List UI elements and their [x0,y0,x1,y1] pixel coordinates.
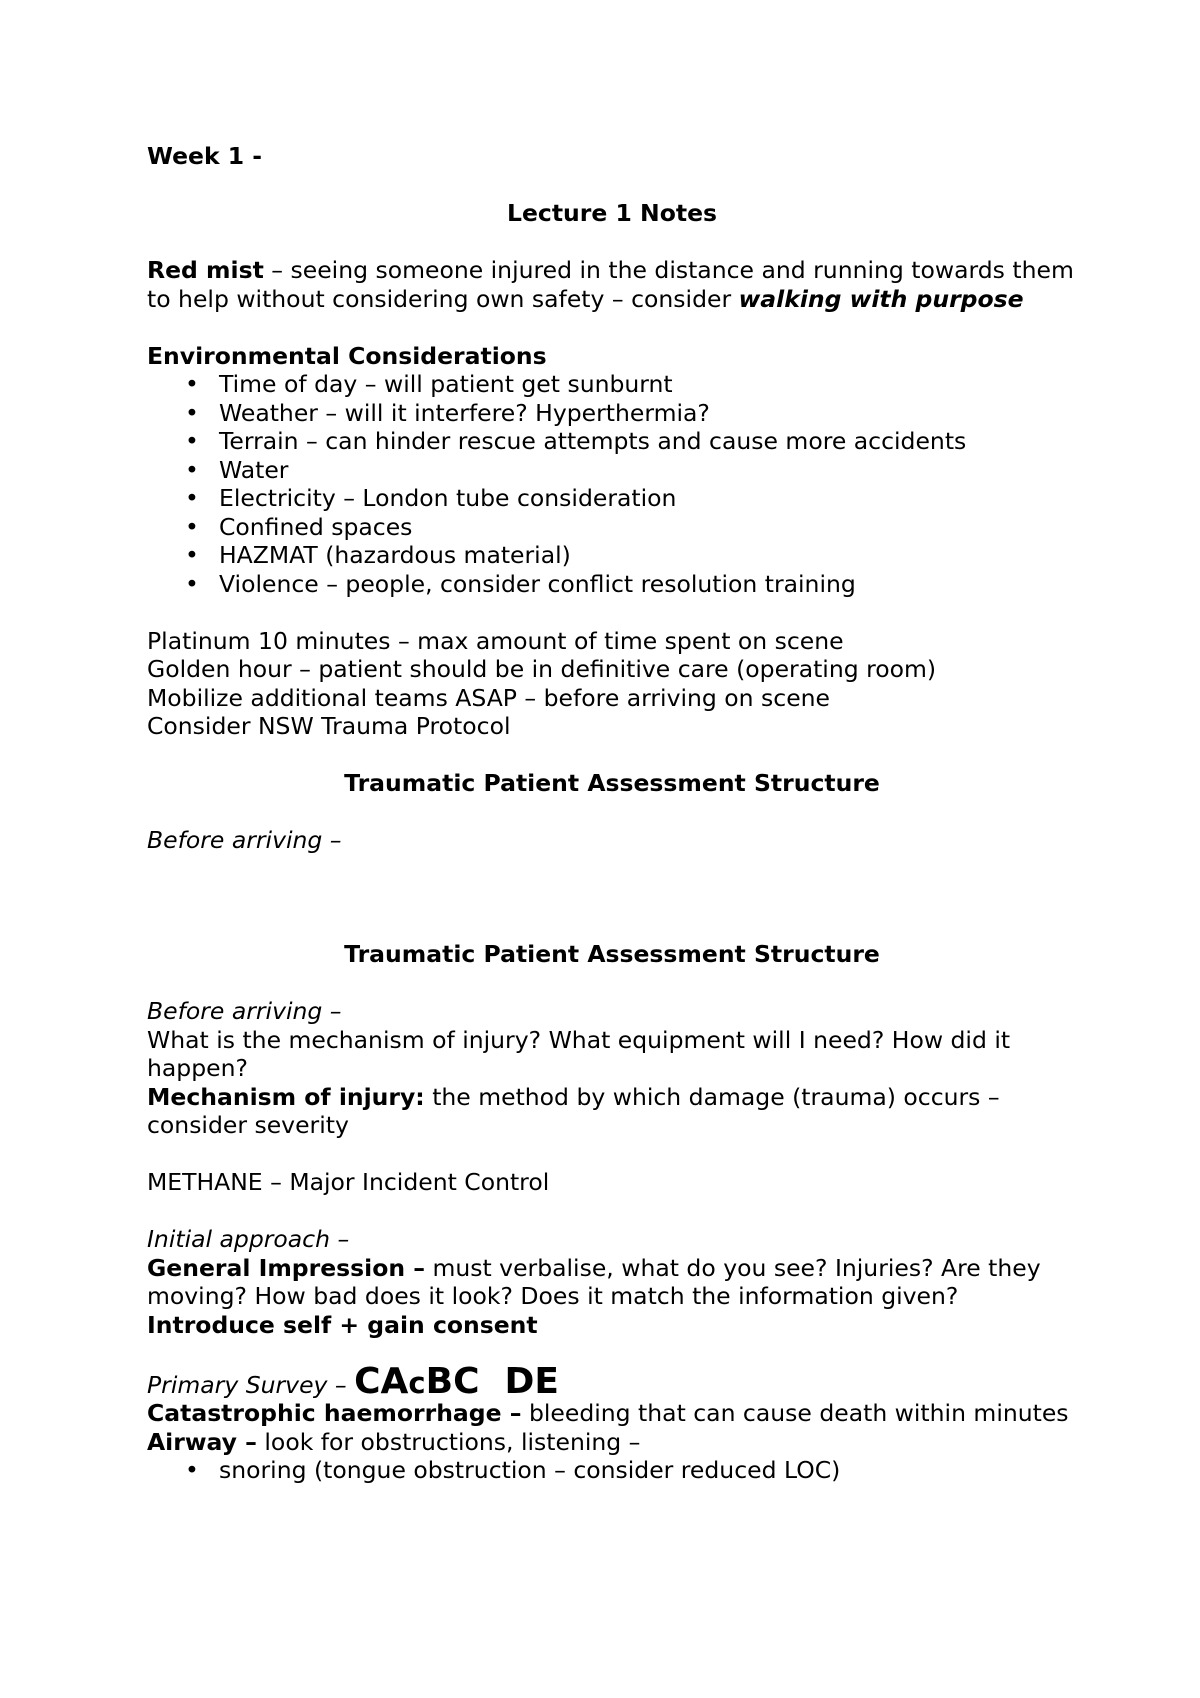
bullet-icon: • [185,541,199,569]
bullet-icon: • [185,370,199,398]
week-heading: Week 1 - [147,142,263,170]
before-arriving-label: Before arriving – [147,997,342,1025]
red-mist-text: – seeing someone injured in the distance and running towards them to help without considering own safety – consider [147,256,1074,313]
red-mist-paragraph [147,256,1077,313]
red-mist-emphasis: walking with purpose [738,284,1024,313]
primary-survey-line [147,1360,1077,1402]
list-item: • Time of day – will patient get sunburnt [185,370,673,398]
list-item: • Weather – will it interfere? Hyperthermia? [185,398,710,427]
before-arriving-label: Before arriving – [147,826,342,854]
catastrophic-term: Catastrophic haemorrhage – [147,1399,522,1427]
catastrophic-paragraph [147,1399,1077,1428]
list-item: • Water [185,455,289,484]
section-heading: Traumatic Patient Assessment Structure [344,769,880,797]
bullet-icon: • [185,398,199,427]
environmental-list [147,370,1077,598]
mechanism-term: Mechanism of injury: [147,1082,425,1111]
introduce-line: Introduce self + gain consent [147,1310,538,1339]
bullet-icon: • [185,427,199,455]
airway-term: Airway – [147,1427,257,1456]
catastrophic-text: bleeding that can cause death within minutes [521,1399,1069,1427]
list-item: • HAZMAT (hazardous material) [185,541,571,569]
bullet-icon: • [185,569,199,598]
airway-list [147,1456,1077,1485]
airway-text: look for obstructions, listening – [256,1427,641,1456]
initial-approach-label: Initial approach – [147,1225,350,1253]
mechanism-paragraph [147,1083,1077,1140]
environmental-heading: Environmental Considerations [147,341,547,370]
timing-line: Consider NSW Trauma Protocol [147,712,511,740]
red-mist-term: Red mist [147,256,264,284]
timing-line: Mobilize additional teams ASAP – before arriving on scene [147,683,831,712]
list-item: • Confined spaces [185,512,413,541]
general-impression-text: must verbalise, what do you see? Injuries? Are they moving? How bad does it look? Does it match the information given? [147,1253,1041,1310]
document-page [147,142,1077,1485]
list-item: • Violence – people, consider conflict resolution training [185,569,856,598]
bullet-icon: • [185,455,199,484]
methane-line: METHANE – Major Incident Control [147,1168,550,1196]
mechanism-text: the method by which damage (trauma) occurs – consider severity [147,1082,1000,1139]
primary-survey-label: Primary Survey – [147,1370,355,1399]
bullet-icon: • [185,484,199,512]
lecture-title: Lecture 1 Notes [506,199,718,227]
bullet-icon: • [185,512,199,541]
questions-paragraph: What is the mechanism of injury? What equipment will I need? How did it happen? [147,1025,1011,1082]
timing-line: Platinum 10 minutes – max amount of time spent on scene [147,626,844,655]
list-item: • Electricity – London tube consideration [185,484,677,512]
list-item: • snoring (tongue obstruction – consider reduced LOC) [185,1456,841,1484]
general-impression-term: General Impression – [147,1253,425,1282]
timing-line: Golden hour – patient should be in definitive care (operating room) [147,655,937,683]
bullet-icon: • [185,1456,199,1484]
list-item: • Terrain – can hinder rescue attempts and cause more accidents [185,427,967,455]
primary-survey-code: CAcBC DE [354,1360,560,1402]
airway-paragraph [147,1428,1077,1457]
general-impression-paragraph [147,1254,1077,1311]
section-heading: Traumatic Patient Assessment Structure [344,940,880,968]
